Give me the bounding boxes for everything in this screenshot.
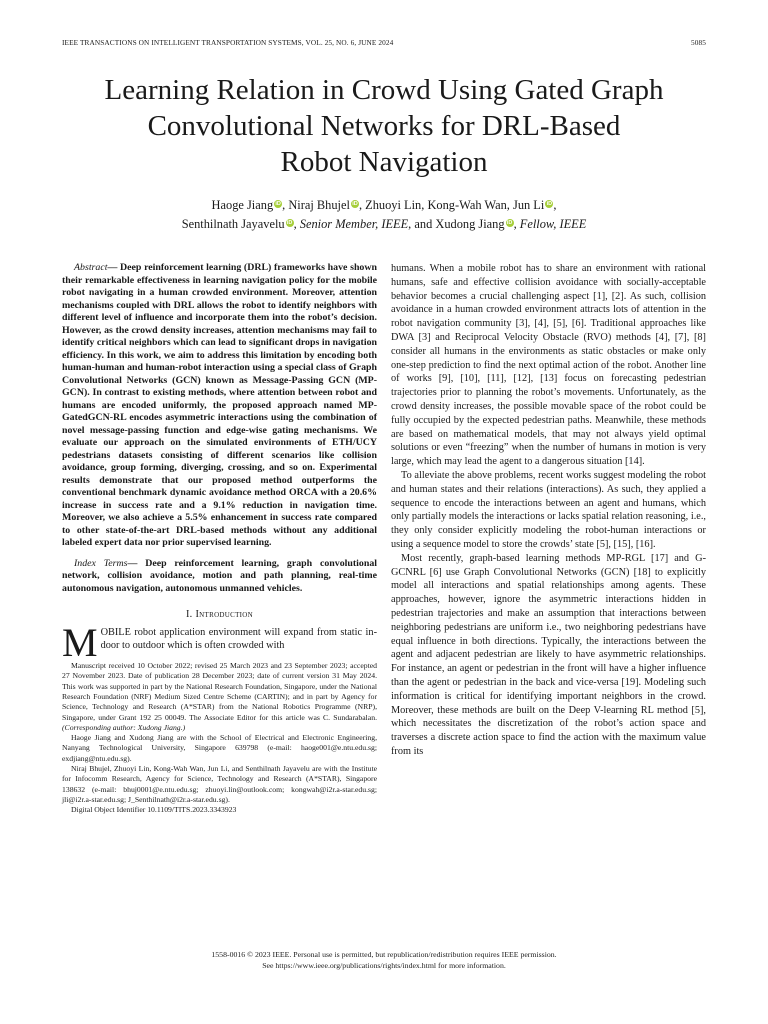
title-line-3: Robot Navigation	[280, 146, 488, 178]
right-column	[391, 262, 706, 759]
body-paragraph: humans. When a mobile robot has to share an environment with rational humans, safe and effective collision avoidance with socially-acceptable behavior becomes a crucial challenging aspect [1], [2]. As such, collision avoidance in a human crowded environment attracts lots of attention in the robot navigation community [3], [4], [5], [6]. Traditional approaches like DWA [3] and Reciprocal Velocity Obstacle (RVO) methods [4], [7], [8] consider all humans in the environments as static obstacles or make only one-step prediction to find the next optimal action of the robot. Another line of works [9], [10], [11], [12], [13] focus on forecasting pedestrian trajectories prior to planning the robot’s movements. Unfortunately, as the crowd density increases, the possible movable space of the robot could be fully occupied by the expected pedestrian paths. Meanwhile, these methods are based on mathematical models, that may not always yield optimal solutions or even “freezing” when the number of humans in motion is very large, which may lead the agent to a dangerous situation [14].	[391, 263, 706, 468]
body-paragraph: To alleviate the above problems, recent works suggest modeling the robot and human states and their relations (interactions). As such, they applied a sequence to encode the interactions between an agent and humans, which only partially models the interactions or lacks spatial relation reasoning, i.e., they only consider explicitly modeling the robot-human interactions or using a sequence model to store the crowds’ state [5], [15], [16].	[391, 469, 706, 550]
copyright-line: 1558-0016 © 2023 IEEE. Personal use is permitted, but republication/redistribution requires IEEE permission.	[211, 950, 557, 959]
intro-text: OBILE robot application environment will expand from static in-door to outdoor which is often crowded with	[100, 626, 377, 652]
copyright-notice	[62, 949, 706, 971]
left-column	[62, 262, 377, 816]
orcid-icon[interactable]: iD	[352, 201, 358, 207]
section-title: Introduction	[195, 609, 254, 620]
author-name: Haoge Jiang	[211, 198, 274, 212]
section-heading	[62, 609, 377, 622]
running-head	[62, 38, 706, 50]
rights-link-line[interactable]: See https://www.ieee.org/publications/rights/index.html for more information.	[262, 961, 506, 970]
journal-info: IEEE TRANSACTIONS ON INTELLIGENT TRANSPORTATION SYSTEMS, VOL. 25, NO. 6, JUNE 2024	[62, 38, 394, 47]
orcid-icon[interactable]: iD	[286, 220, 293, 226]
author-list: Haoge Jiang iD, Niraj Bhujel iD, Zhuoyi Lin, Kong-Wah Wan, Jun Li iD, Senthilnath Jayavelu iD, Senior Member, IEEE, and Xudong Jiang iD, Fellow, IEEE	[181, 198, 587, 231]
and-word: and	[414, 217, 433, 231]
abstract-text: Deep reinforcement learning (DRL) frameworks have shown their remarkable effectiveness in learning navigation policy for the mobile robot navigating in a human crowded environment. Moreover, attention mechanisms coupled with DRL allows the robot to identify neighbors with different level of influence and incorporate them into the robot’s decision. However, as the crowd density increases, attention mechanisms may fail to identify critical neighbors which can lead to significant drops in navigation efficiency. In this work, we aim to address this limitation by encoding both human-human and human-robot interaction using a special class of Graph Convolutional Networks (GCN) known as Message-Passing GCN (MP-GCN). In contrast to existing methods, where attention between robot and humans are encoded uniformly, the proposed approach named MP-GatedGCN-RL encodes asymmetric interactions using the combination of novel message-passing function and edge-wise gating mechanisms. We evaluate our approach on the simulated environments of ETH/UCY pedestrians datasets consisting of different scenarios like collision avoidance, group forming, diverging, crossing, and so on. Experimental results demonstrate that our proposed method outperforms the conventional benchmark dynamic avoidance method ORCA with a 20.6% increase in success rate and a 9.1% reduction in navigation time. Moreover, we also achieve a 5.5% enhancement in success rate compared to other state-of-the-art DRL-based methods without any additional labeled expert data nor prior supervised learning.	[62, 262, 377, 548]
author-role: Senior Member, IEEE	[299, 217, 409, 231]
footnote	[62, 661, 377, 815]
index-terms-text: Deep reinforcement learning, graph convolutional network, collision avoidance, motion and path planning, real-time autonomous navigation, autonomous unmanned vehicles.	[62, 557, 378, 594]
footnote-doi: Digital Object Identifier 10.1109/TITS.2023.3343923	[71, 805, 237, 815]
author-name: Xudong Jiang	[435, 217, 505, 231]
title-line-1: Learning Relation in Crowd Using Gated Graph	[104, 74, 664, 106]
intro-paragraph	[62, 619, 377, 665]
paper-title	[62, 72, 706, 180]
orcid-icon[interactable]: iD	[546, 201, 553, 207]
abstract: Abstract— Deep reinforcement learning (DRL) frameworks have shown their remarkable effectiveness in learning navigation policy for the mobile robot navigating in a human crowded environment. Moreover, attention mechanisms coupled with DRL allows the robot to identify neighbors with different level of influence and incorporate them into the robot’s decision. However, as the crowd density increases, attention mechanisms may fail to identify critical neighbors which can lead to significant drops in navigation efficiency. In this work, we aim to address this limitation by encoding both human-human and human-robot interaction using a special class of Graph Convolutional Networks (GCN) known as Message-Passing GCN (MP-GCN). In contrast to existing methods, where attention between robot and humans are encoded uniformly, the proposed approach named MP-GatedGCN-RL encodes asymmetric interactions using the combination of novel message-passing function and edge-wise gating mechanisms. We evaluate our approach on the simulated environments of ETH/UCY pedestrians datasets consisting of different scenarios like collision avoidance, group forming, diverging, crossing, and so on. Experimental results demonstrate that our proposed method outperforms the conventional benchmark dynamic avoidance method ORCA with a 20.6% increase in success rate and a 9.1% reduction in navigation time. Moreover, we also achieve a 5.5% enhancement in success rate compared to other state-of-the-art DRL-based methods without any additional labeled expert data nor prior supervised learning.	[62, 262, 377, 548]
footnote-affiliation-1: Haoge Jiang and Xudong Jiang are with the School of Electrical and Electronic Engineering, Nanyang Technological University, Singapore 639798 (e-mail: haoge001@e.ntu.edu.sg; exdjiang@ntu.edu.sg).	[62, 733, 377, 763]
body-paragraph: Most recently, graph-based learning methods MP-RGL [17] and G-GCNRL [6] use Graph Convolutional Networks (GCN) [18] to explicitly model all interactions and spatial relationships among agents. These approaches, however, ignore the asymmetric interactions hidden in pedestrian trajectories and make an assumption that interactions between neighboring pedestrians are uniform i.e., two neighboring pedestrians have equal influence in both directions. Typically, the interactions between the agent and adjacent pedestrian are likely to have asymmetric relationships. For instance, an agent or pedestrian in the front will have a higher influence than the agent or pedestrian in the back and vice-versa [19]. Modeling such information is critical for identifying important neighbors in the crowd. Moreover, these methods are built on the Deep V-learning RL method [5], which necessitates the discretization of the robot’s action space and traverses a discrete action space to find the action with the maximum value from its	[391, 552, 706, 757]
abstract-lead: Abstract	[74, 262, 108, 273]
author-name: Zhuoyi Lin	[365, 198, 422, 212]
orcid-icon[interactable]: iD	[275, 201, 281, 207]
title-line-2: Convolutional Networks for DRL-Based	[147, 110, 621, 142]
footnote-affiliation-2: Niraj Bhujel, Zhuoyi Lin, Kong-Wah Wan, Jun Li, and Senthilnath Jayavelu are with the Institute for Infocomm Research, Agency for Science, Technology and Research (A*STAR), Singapore 138632 (e-mail: bhuj0001@e.ntu.edu.sg; zhuoyi.lin@outlook.com; kongwah@i2r.a-star.edu.sg; jli@i2r.a-star.edu.sg; J_Senthilnath@i2r.a-star.edu.sg).	[62, 764, 377, 804]
dropcap-letter: M	[62, 619, 98, 665]
corresponding-author: (Corresponding author: Xudong Jiang.)	[62, 722, 186, 732]
footnote-manuscript: Manuscript received 10 October 2022; revised 25 March 2023 and 23 September 2023; accepted 27 November 2023. Date of publication 28 December 2023; date of current version 31 May 2024. This work was supported in part by the National Research Foundation, Singapore, under the National Research Foundation (NRF) Medium Sized Centre Scheme (CARTIN); and in part by Agency for Science, Technology and Research (A*STAR) from the National Robotics Programme (NRP), Singapore, under Grant 192 25 00049. The Associate Editor for this article was C. Sundarabalan. (Corresponding author: Xudong Jiang.)	[62, 661, 377, 732]
page-number: 5085	[691, 38, 706, 47]
author-name: Jun Li	[513, 198, 545, 212]
author-name: Niraj Bhujel	[288, 198, 350, 212]
index-terms-lead: Index Terms	[74, 557, 128, 569]
author-name: Senthilnath Jayavelu	[181, 217, 285, 231]
index-terms: Index Terms— Deep reinforcement learning, graph convolutional network, collision avoidance, motion and path planning, real-time autonomous navigation, autonomous unmanned vehicles.	[62, 557, 378, 594]
author-role: Fellow, IEEE	[519, 217, 587, 231]
orcid-icon[interactable]: iD	[506, 220, 513, 226]
author-name: Kong-Wah Wan	[427, 198, 507, 212]
section-numeral: I.	[185, 609, 193, 620]
